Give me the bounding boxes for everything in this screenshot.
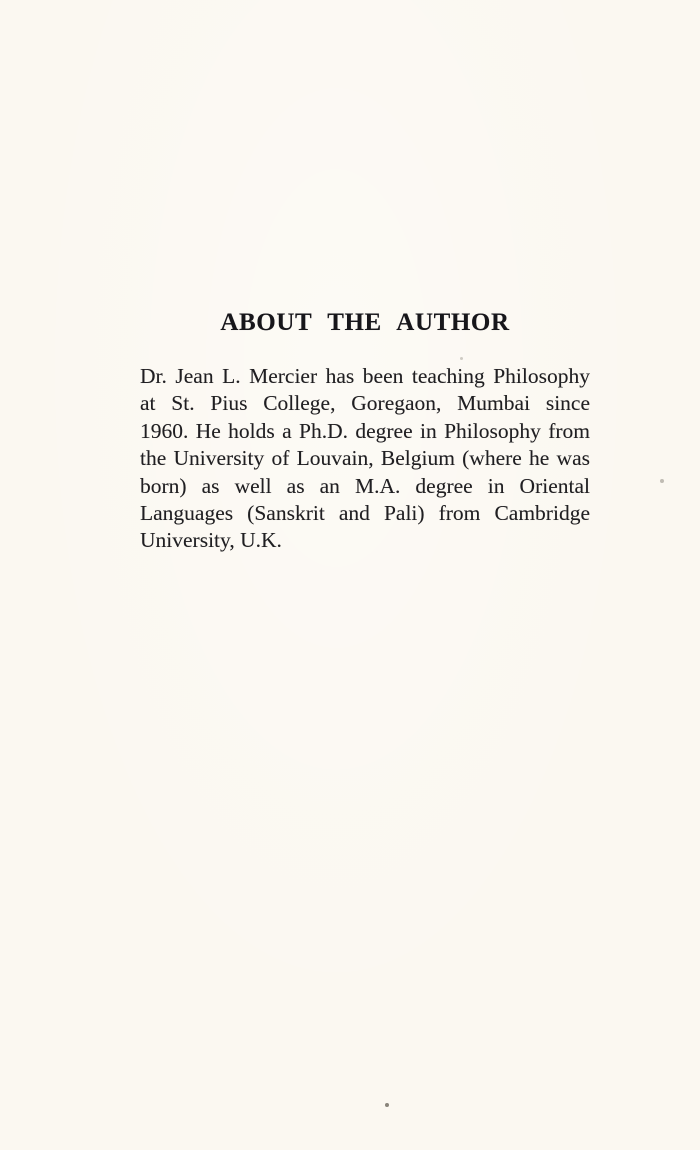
paragraph-line: Languages (Sanskrit and Pali) from Cambridge <box>140 501 590 526</box>
scan-speck <box>460 357 463 360</box>
about-author-paragraph <box>140 363 590 555</box>
paragraph-line: University, U.K. <box>140 528 282 553</box>
paragraph-line: born) as well as an M.A. degree in Oriental <box>140 473 590 498</box>
paragraph-line: at St. Pius College, Goregaon, Mumbai since <box>140 391 590 416</box>
scan-speck <box>385 1103 389 1107</box>
paragraph-line: 1960. He holds a Ph.D. degree in Philosophy from <box>140 418 590 443</box>
paragraph-line: Dr. Jean L. Mercier has been teaching Philosophy <box>140 364 590 388</box>
paragraph-line: the University of Louvain, Belgium (where he was <box>140 446 590 471</box>
scan-speck <box>660 479 664 483</box>
page-title: ABOUT THE AUTHOR <box>220 309 510 336</box>
